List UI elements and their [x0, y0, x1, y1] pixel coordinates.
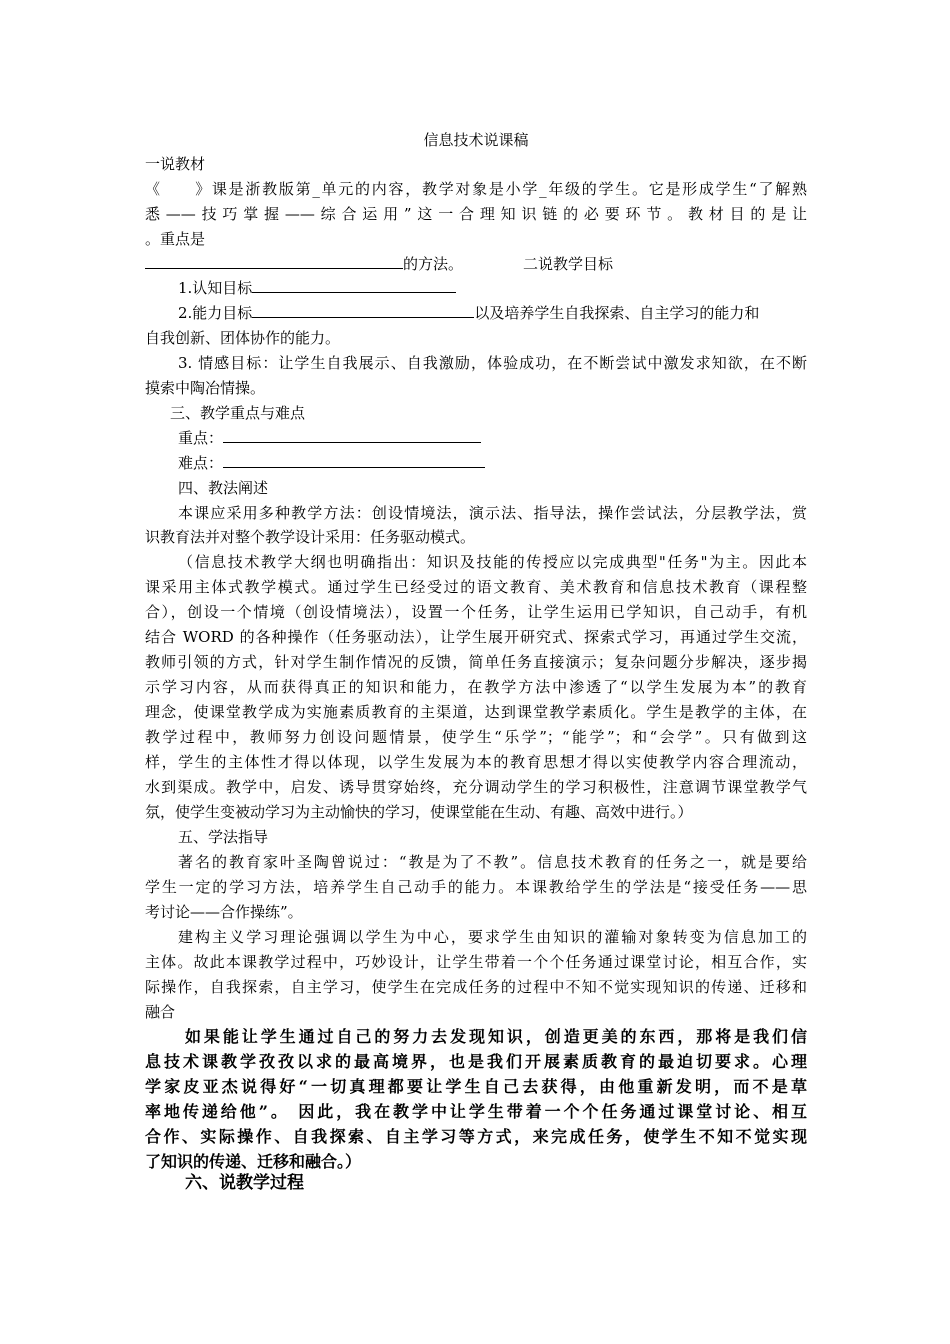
paragraph-line: 本课应采用多种教学方法：创设情境法，演示法、指导法，操作尝试法，分层教学法，赏: [178, 504, 807, 522]
goal-1: [178, 276, 807, 300]
method-line: [145, 252, 807, 276]
paragraph-line: 结合 WORD 的各种操作（任务驱动法），让学生展开研究式、探索式学习，再通过学生交流，: [145, 628, 807, 646]
paragraph-line: 合），创设一个情境（创设情境法），设置一个任务，让学生运用已学知识，自己动手，有机: [145, 603, 807, 621]
goal-2-tail: 以及培养学生自我探索、自主学习的能力和: [474, 304, 760, 322]
blank-underline: [223, 427, 481, 443]
paragraph-line: 教学过程中，教师努力创设问题情景，使学生“乐学”；“能学”；和“会学”。只有做到这: [145, 728, 807, 746]
bold-paragraph-line: 率地传递给他”。 因此，我在教学中让学生带着一个个任务通过课堂讨论、相互: [145, 1102, 807, 1121]
paragraph-line: 《 》课是浙教版第_单元的内容，教学对象是小学_年级的学生。它是形成学生“了解熟: [145, 180, 807, 198]
blank-underline: [252, 302, 474, 318]
paragraph-line: 理念，使课堂教学成为实施素质教育的主渠道，达到课堂教学素质化。学生是教学的主体，在: [145, 703, 807, 721]
paragraph-line: 示学习内容，从而获得真正的知识和能力，在教学方法中渗透了“以学生发展为本”的教育: [145, 678, 807, 696]
goal-3: 3. 情感目标：让学生自我展示、自我激励，体验成功，在不断尝试中激发求知欲，在不断: [178, 354, 807, 372]
bold-paragraph-line: 合作、实际操作、自我探索、自主学习等方式，来完成任务，使学生不知不觉实现: [145, 1127, 807, 1146]
blank-underline: [252, 277, 456, 293]
goal-1-label: 1.认知目标: [178, 279, 253, 297]
paragraph-line: 教师引领的方式，针对学生制作情况的反馈，简单任务直接演示；复杂问题分步解决，逐步揭: [145, 653, 807, 671]
paragraph-line: 摸索中陶冶情操。: [145, 379, 266, 397]
section-6-heading: 六、说教学过程: [185, 1173, 304, 1193]
paragraph-line: 课采用主体式教学模式。通过学生已经受过的语文教育、美术教育和信息技术教育（课程整: [145, 578, 807, 596]
paragraph-line: 考讨论——合作操练”。: [145, 903, 303, 921]
section-2-heading: 二说教学目标: [523, 255, 614, 273]
section-4-heading: 四、教法阐述: [178, 479, 269, 497]
blank-underline: [145, 253, 403, 269]
method-text: 的方法。: [403, 255, 464, 273]
section-5-heading: 五、学法指导: [178, 828, 269, 846]
section-1-heading: 一说教材: [145, 155, 206, 173]
paragraph-line: 自我创新、团体协作的能力。: [145, 329, 341, 347]
paragraph-line: 氛，使学生变被动学习为主动愉快的学习，使课堂能在生动、有趣、高效中进行。）: [145, 803, 693, 821]
bold-paragraph-line: 如果能让学生通过自己的努力去发现知识，创造更美的东西，那将是我们信: [185, 1027, 807, 1046]
bold-paragraph-line: 学家皮亚杰说得好“一切真理都要让学生自己去获得，由他重新发明，而不是草: [145, 1077, 807, 1096]
paragraph-line: 水到渠成。教学中，启发、诱导贯穿始终，充分调动学生的学习积极性，注意调节课堂教学气: [145, 778, 807, 796]
goal-2: [178, 301, 807, 325]
difficult-point-label: 难点：: [178, 454, 224, 472]
paragraph-line: 著名的教育家叶圣陶曾说过：“教是为了不教”。信息技术教育的任务之一，就是要给: [178, 853, 807, 871]
paragraph-line: 识教育法并对整个教学设计采用：任务驱动模式。: [145, 528, 476, 546]
key-point-label: 重点：: [178, 429, 224, 447]
paragraph-line: 。重点是: [145, 230, 206, 248]
section-3-heading: 三、教学重点与难点: [170, 404, 306, 422]
bold-paragraph-line: 息技术课教学孜孜以求的最高境界，也是我们开展素质教育的最迫切要求。心理: [145, 1052, 807, 1071]
paragraph-line: 建构主义学习理论强调以学生为中心，要求学生由知识的灌输对象转变为信息加工的: [178, 928, 807, 946]
paragraph-line: 悉——技巧掌握——综合运用”这一合理知识链的必要环节。教材目的是让: [145, 205, 807, 223]
document-title: 信息技术说课稿: [423, 131, 529, 149]
paragraph-line: 际操作，自我探索，自主学习，使学生在完成任务的过程中不知不觉实现知识的传递、迁移和: [145, 978, 807, 996]
paragraph-line: （信息技术教学大纲也明确指出：知识及技能的传授应以完成典型"任务"为主。因此本: [178, 553, 807, 571]
bold-paragraph-line: 了知识的传递、迁移和融合。）: [145, 1152, 362, 1171]
paragraph-line: 融合: [145, 1003, 176, 1021]
difficult-point-line: [178, 451, 807, 475]
paragraph-line: 主体。故此本课教学过程中，巧妙设计，让学生带着一个个任务通过课堂讨论，相互合作，实: [145, 953, 807, 971]
paragraph-line: 学生一定的学习方法，培养学生自己动手的能力。本课教给学生的学法是“接受任务——思: [145, 878, 807, 896]
key-point-line: [178, 426, 807, 450]
paragraph-line: 样，学生的主体性才得以体现，以学生发展为本的教育思想才得以实使教学内容合理流动，: [145, 753, 807, 771]
goal-2-label: 2.能力目标: [178, 304, 253, 322]
blank-underline: [223, 452, 485, 468]
